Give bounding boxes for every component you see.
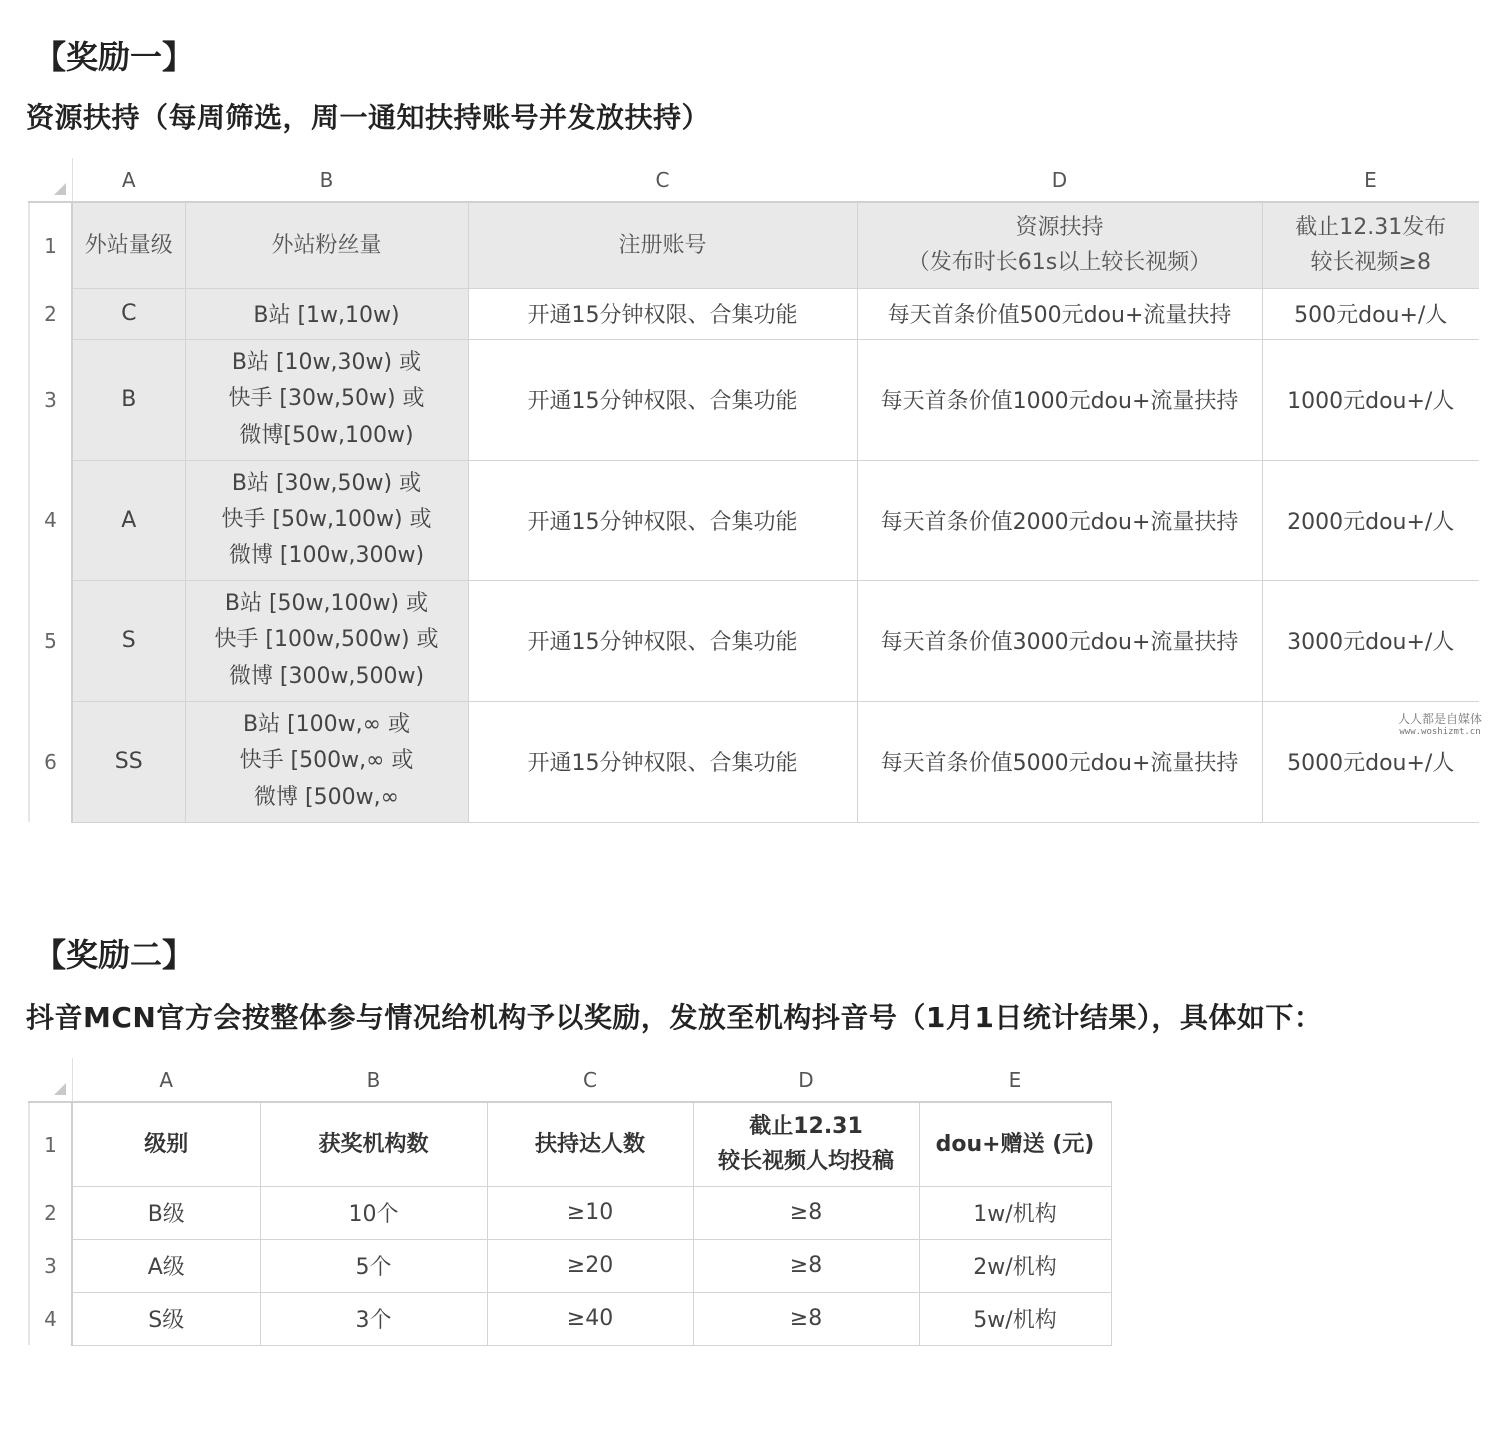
grade-cell[interactable]: S级: [72, 1292, 260, 1345]
table-row: [29, 1239, 1111, 1292]
fans-line: 微博 [100w,300w): [228, 543, 425, 569]
level-cell[interactable]: A: [72, 460, 185, 580]
table-row: [29, 460, 1479, 580]
fans-cell[interactable]: [185, 339, 468, 460]
fans-cell[interactable]: B站 [1w,10w): [185, 288, 468, 339]
header-cell-grade[interactable]: 级别: [72, 1102, 260, 1186]
row-number[interactable]: 4: [29, 460, 72, 580]
header-cell-fans[interactable]: 外站粉丝量: [185, 202, 468, 288]
talents-cell[interactable]: ≥40: [487, 1292, 693, 1345]
table-header-row: [29, 1102, 1111, 1186]
fans-cell[interactable]: [185, 580, 468, 701]
column-header-a[interactable]: A: [72, 158, 185, 202]
watermark: [1390, 710, 1490, 737]
reward1-spreadsheet: [28, 158, 1479, 823]
fans-line: 微博 [500w,∞: [254, 784, 399, 810]
reward-cell[interactable]: 5000元dou+/人: [1262, 701, 1479, 822]
row-number[interactable]: 4: [29, 1292, 72, 1345]
watermark-brand: 人人都是自媒体: [1397, 712, 1482, 726]
table-row: [29, 580, 1479, 701]
select-all-corner[interactable]: [29, 1058, 72, 1102]
grade-cell[interactable]: B级: [72, 1186, 260, 1239]
column-header-e[interactable]: E: [919, 1058, 1111, 1102]
header-cell-deadline[interactable]: [1262, 202, 1479, 288]
table-row: [29, 288, 1479, 339]
column-header-c[interactable]: C: [468, 158, 857, 202]
gift-cell[interactable]: 5w/机构: [919, 1292, 1111, 1345]
avg-cell[interactable]: ≥8: [693, 1186, 919, 1239]
row-number[interactable]: 2: [29, 1186, 72, 1239]
reward1-subheading: 资源扶持（每周筛选，周一通知扶持账号并发放扶持）: [26, 101, 711, 134]
header-cell-avg[interactable]: [693, 1102, 919, 1186]
watermark-url: www.woshizmt.cn: [1399, 727, 1481, 737]
talents-cell[interactable]: ≥10: [487, 1186, 693, 1239]
avg-cell[interactable]: ≥8: [693, 1239, 919, 1292]
table-row: [29, 1186, 1111, 1239]
fans-line: 快手 [100w,500w) 或: [214, 627, 439, 653]
fans-line: B站 [50w,100w) 或: [224, 591, 429, 617]
winners-cell[interactable]: 10个: [260, 1186, 487, 1239]
row-number[interactable]: 3: [29, 1239, 72, 1292]
register-cell[interactable]: 开通15分钟权限、合集功能: [468, 701, 857, 822]
avg-cell[interactable]: ≥8: [693, 1292, 919, 1345]
level-cell[interactable]: S: [72, 580, 185, 701]
register-cell[interactable]: 开通15分钟权限、合集功能: [468, 580, 857, 701]
register-cell[interactable]: 开通15分钟权限、合集功能: [468, 288, 857, 339]
header-resource-line1: 资源扶持: [1015, 215, 1104, 241]
header-cell-resource[interactable]: [857, 202, 1262, 288]
row-number[interactable]: 1: [29, 1102, 72, 1186]
header-avg-line1: 截止12.31: [749, 1114, 863, 1140]
resource-cell[interactable]: 每天首条价值500元dou+流量扶持: [857, 288, 1262, 339]
register-cell[interactable]: 开通15分钟权限、合集功能: [468, 339, 857, 460]
fans-line: 快手 [30w,50w) 或: [228, 386, 425, 412]
table-row: [29, 1292, 1111, 1345]
column-header-row: [29, 158, 1479, 202]
column-header-d[interactable]: D: [857, 158, 1262, 202]
talents-cell[interactable]: ≥20: [487, 1239, 693, 1292]
fans-line: B站 [30w,50w) 或: [231, 470, 422, 496]
header-cell-gift[interactable]: dou+赠送 (元): [919, 1102, 1111, 1186]
column-header-e[interactable]: E: [1262, 158, 1479, 202]
column-header-b[interactable]: B: [260, 1058, 487, 1102]
column-header-c[interactable]: C: [487, 1058, 693, 1102]
reward2-heading: 【奖励二】: [34, 936, 195, 974]
fans-line: B站 [10w,30w) 或: [231, 350, 422, 376]
header-cell-level[interactable]: 外站量级: [72, 202, 185, 288]
column-header-row: [29, 1058, 1111, 1102]
table-header-row: [29, 202, 1479, 288]
column-header-b[interactable]: B: [185, 158, 468, 202]
header-resource-line2: （发布时长61s以上较长视频）: [907, 250, 1212, 276]
level-cell[interactable]: C: [72, 288, 185, 339]
fans-line: B站 [100w,∞ 或: [243, 712, 410, 738]
reward-cell[interactable]: 3000元dou+/人: [1262, 580, 1479, 701]
header-cell-winners[interactable]: 获奖机构数: [260, 1102, 487, 1186]
grade-cell[interactable]: A级: [72, 1239, 260, 1292]
header-deadline-line2: 较长视频≥8: [1310, 250, 1431, 276]
fans-line: 微博 [300w,500w): [228, 663, 425, 689]
fans-line: 快手 [50w,100w) 或: [221, 506, 432, 532]
gift-cell[interactable]: 2w/机构: [919, 1239, 1111, 1292]
header-cell-talents[interactable]: 扶持达人数: [487, 1102, 693, 1186]
row-number[interactable]: 5: [29, 580, 72, 701]
row-number[interactable]: 3: [29, 339, 72, 460]
level-cell[interactable]: B: [72, 339, 185, 460]
table-row: [29, 339, 1479, 460]
reward2-spreadsheet: [28, 1058, 1112, 1346]
resource-cell[interactable]: 每天首条价值3000元dou+流量扶持: [857, 580, 1262, 701]
row-number[interactable]: 2: [29, 288, 72, 339]
fans-line: 微博[50w,100w): [239, 422, 414, 448]
resource-cell[interactable]: 每天首条价值1000元dou+流量扶持: [857, 339, 1262, 460]
resource-cell[interactable]: 每天首条价值5000元dou+流量扶持: [857, 701, 1262, 822]
fans-cell[interactable]: [185, 701, 468, 822]
column-header-a[interactable]: A: [72, 1058, 260, 1102]
level-cell[interactable]: SS: [72, 701, 185, 822]
winners-cell[interactable]: 3个: [260, 1292, 487, 1345]
reward-cell[interactable]: 500元dou+/人: [1262, 288, 1479, 339]
reward-cell[interactable]: 2000元dou+/人: [1262, 460, 1479, 580]
reward1-heading: 【奖励一】: [34, 38, 195, 76]
resource-cell[interactable]: 每天首条价值2000元dou+流量扶持: [857, 460, 1262, 580]
header-deadline-line1: 截止12.31发布: [1295, 215, 1447, 241]
row-number[interactable]: 6: [29, 701, 72, 822]
table-row: [29, 701, 1479, 822]
winners-cell[interactable]: 5个: [260, 1239, 487, 1292]
gift-cell[interactable]: 1w/机构: [919, 1186, 1111, 1239]
reward2-subheading: 抖音MCN官方会按整体参与情况给机构予以奖励，发放至机构抖音号（1月1日统计结果），具体如下：: [26, 1001, 1323, 1034]
header-cell-register[interactable]: 注册账号: [468, 202, 857, 288]
fans-cell[interactable]: [185, 460, 468, 580]
header-avg-line2: 较长视频人均投稿: [717, 1149, 894, 1175]
register-cell[interactable]: 开通15分钟权限、合集功能: [468, 460, 857, 580]
select-all-corner[interactable]: [29, 158, 72, 202]
column-header-d[interactable]: D: [693, 1058, 919, 1102]
reward-cell[interactable]: 1000元dou+/人: [1262, 339, 1479, 460]
fans-line: 快手 [500w,∞ 或: [239, 748, 414, 774]
row-number[interactable]: 1: [29, 202, 72, 288]
